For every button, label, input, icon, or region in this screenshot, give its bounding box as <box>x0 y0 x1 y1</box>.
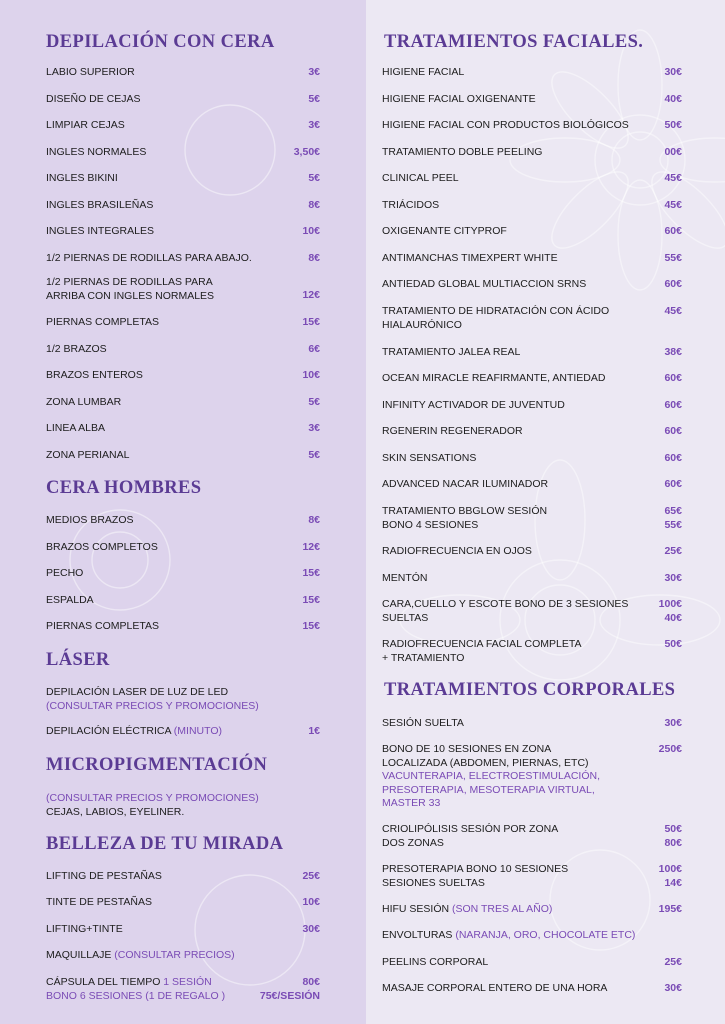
item-price: 8€ <box>308 252 320 264</box>
list-item <box>46 449 320 463</box>
item-label: MEDIOS BRAZOS <box>46 514 134 526</box>
item-price: 5€ <box>308 396 320 408</box>
item-label: TRATAMIENTO DOBLE PEELING <box>382 146 543 158</box>
section-title-belleza: BELLEZA DE TU MIRADA <box>46 834 284 854</box>
item-price: 40€ <box>664 93 682 105</box>
list-item <box>382 66 682 80</box>
item-price: 30€ <box>664 982 682 994</box>
item-price: 80€ <box>302 976 320 988</box>
list-item <box>382 823 682 850</box>
item-price: 6€ <box>308 343 320 355</box>
item-label: LIFTING+TINTE <box>46 923 123 935</box>
list-item <box>46 199 320 213</box>
item-label: HIFU SESIÓN <box>382 903 450 915</box>
item-label: TRIÁCIDOS <box>382 199 440 211</box>
item-note: 1 SESIÓN <box>163 976 212 988</box>
section-title-corporales: TRATAMIENTOS CORPORALES <box>384 680 676 700</box>
item-label: CARA,CUELLO Y ESCOTE BONO DE 3 SESIONES <box>382 598 629 610</box>
item-price: 8€ <box>308 199 320 211</box>
item-price: 60€ <box>664 225 682 237</box>
item-price: 50€ <box>664 119 682 131</box>
item-note: (CONSULTAR PRECIOS Y PROMOCIONES) <box>46 699 259 712</box>
section-title-laser: LÁSER <box>46 650 110 670</box>
item-note-line2: BONO 6 SESIONES (1 DE REGALO ) <box>46 989 226 1002</box>
item-label: 1/2 PIERNAS DE RODILLAS PARA ABAJO. <box>46 252 252 264</box>
item-price: 8€ <box>308 514 320 526</box>
item-price: 3€ <box>308 422 320 434</box>
item-price: 65€ <box>664 505 682 517</box>
item-label: 1/2 PIERNAS DE RODILLAS PARA <box>46 276 213 288</box>
item-label: LIFTING DE PESTAÑAS <box>46 870 162 882</box>
list-item <box>46 620 320 634</box>
item-note-line2: PRESOTERAPIA, MESOTERAPIA VIRTUAL, <box>382 783 595 796</box>
list-item <box>382 929 682 943</box>
list-item <box>46 276 320 303</box>
list-item <box>382 598 682 625</box>
item-note-line3: MASTER 33 <box>382 797 441 809</box>
item-price: 250€ <box>658 743 682 755</box>
item-price: 3€ <box>308 66 320 78</box>
list-item <box>382 399 682 413</box>
item-label: TRATAMIENTO DE HIDRATACIÓN CON ÁCIDO <box>382 305 610 317</box>
list-item <box>46 514 320 528</box>
item-price-line2: 80€ <box>664 836 682 849</box>
list-item <box>46 369 320 383</box>
item-label: SKIN SENSATIONS <box>382 452 477 464</box>
item-label: PEELINS CORPORAL <box>382 956 489 968</box>
item-price: 45€ <box>664 172 682 184</box>
item-price: 12€ <box>302 289 320 301</box>
item-label: SESIÓN SUELTA <box>382 717 464 729</box>
item-price-line2: 55€ <box>664 518 682 531</box>
item-label: PRESOTERAPIA BONO 10 SESIONES <box>382 863 569 875</box>
item-price: 12€ <box>302 541 320 553</box>
item-label: OXIGENANTE CITYPROF <box>382 225 507 237</box>
item-label-line2: BONO 4 SESIONES <box>382 518 479 531</box>
item-price: 60€ <box>664 425 682 437</box>
section-title-micropigmentacion: MICROPIGMENTACIÓN <box>46 755 268 775</box>
item-label: MENTÓN <box>382 572 428 584</box>
item-label: LINEA ALBA <box>46 422 105 434</box>
item-label-line2: HIALAURÓNICO <box>382 318 462 331</box>
list-item <box>46 396 320 410</box>
item-label: ADVANCED NACAR ILUMINADOR <box>382 478 549 490</box>
section-title-faciales: TRATAMIENTOS FACIALES. <box>384 32 644 52</box>
item-price: 60€ <box>664 452 682 464</box>
list-item <box>382 225 682 239</box>
list-item <box>46 252 320 266</box>
item-label: 1/2 BRAZOS <box>46 343 107 355</box>
list-item <box>382 572 682 586</box>
item-label: CLINICAL PEEL <box>382 172 459 184</box>
item-price: 3,50€ <box>293 146 320 158</box>
list-item <box>382 346 682 360</box>
item-price: 60€ <box>664 478 682 490</box>
section-title-depilacion: DEPILACIÓN CON CERA <box>46 32 275 52</box>
list-item <box>46 93 320 107</box>
item-price: 10€ <box>302 225 320 237</box>
item-label: CÁPSULA DEL TIEMPO <box>46 976 161 988</box>
list-item <box>382 146 682 160</box>
item-price: 15€ <box>302 594 320 606</box>
item-label: TRATAMIENTO BBGLOW SESIÓN <box>382 505 548 517</box>
item-price: 25€ <box>664 545 682 557</box>
list-item <box>46 686 320 713</box>
list-item <box>46 792 320 819</box>
list-item <box>382 545 682 559</box>
item-label: ZONA LUMBAR <box>46 396 122 408</box>
item-price: 10€ <box>302 896 320 908</box>
item-label: ANTIMANCHAS TIMEXPERT WHITE <box>382 252 558 264</box>
list-item <box>46 541 320 555</box>
list-item <box>46 949 320 963</box>
item-label: BONO DE 10 SESIONES EN ZONA <box>382 743 552 755</box>
list-item <box>382 172 682 186</box>
item-label: RGENERIN REGENERADOR <box>382 425 523 437</box>
list-item <box>382 863 682 890</box>
item-label: DISEÑO DE CEJAS <box>46 93 141 105</box>
item-price: 100€ <box>658 863 682 875</box>
item-price: 45€ <box>664 305 682 317</box>
item-label: LABIO SUPERIOR <box>46 66 135 78</box>
item-label: CRIOLIPÓLISIS SESIÓN POR ZONA <box>382 823 559 835</box>
list-item <box>382 93 682 107</box>
item-label: HIGIENE FACIAL OXIGENANTE <box>382 93 536 105</box>
item-label-line2: + TRATAMIENTO <box>382 651 465 664</box>
list-item <box>382 119 682 133</box>
item-price: 55€ <box>664 252 682 264</box>
item-label: MAQUILLAJE <box>46 949 112 961</box>
item-label: INGLES INTEGRALES <box>46 225 154 237</box>
list-item <box>46 172 320 186</box>
item-note: (CONSULTAR PRECIOS Y PROMOCIONES) <box>46 792 259 804</box>
list-item <box>382 505 682 532</box>
item-price: 5€ <box>308 172 320 184</box>
item-price: 50€ <box>664 638 682 650</box>
item-label: ANTIEDAD GLOBAL MULTIACCION SRNS <box>382 278 587 290</box>
item-label: RADIOFRECUENCIA EN OJOS <box>382 545 532 557</box>
item-label: TINTE DE PESTAÑAS <box>46 896 152 908</box>
list-item <box>382 717 682 731</box>
list-item <box>46 923 320 937</box>
item-label: INGLES NORMALES <box>46 146 147 158</box>
item-price: 25€ <box>302 870 320 882</box>
item-label: RADIOFRECUENCIA FACIAL COMPLETA <box>382 638 582 650</box>
item-price: 1€ <box>308 725 320 737</box>
item-price: 3€ <box>308 119 320 131</box>
item-label-line2: DOS ZONAS <box>382 836 444 849</box>
list-item <box>382 252 682 266</box>
item-price-line2: 75€/SESIÓN <box>259 989 320 1002</box>
item-price: 5€ <box>308 449 320 461</box>
item-label: CEJAS, LABIOS, EYELINER. <box>46 805 185 818</box>
item-price: 25€ <box>664 956 682 968</box>
item-label: ENVOLTURAS <box>382 929 453 941</box>
item-price: 60€ <box>664 372 682 384</box>
item-label-line2: LOCALIZADA (ABDOMEN, PIERNAS, ETC) <box>382 756 589 769</box>
item-price-line2: 14€ <box>664 876 682 889</box>
list-item <box>382 199 682 213</box>
list-item <box>382 478 682 492</box>
item-price: 38€ <box>664 346 682 358</box>
list-item <box>382 956 682 970</box>
item-price-line2: 40€ <box>664 611 682 624</box>
item-price: 60€ <box>664 399 682 411</box>
item-price: 45€ <box>664 199 682 211</box>
item-label: ZONA PERIANAL <box>46 449 130 461</box>
item-note: (NARANJA, ORO, CHOCOLATE ETC) <box>455 929 636 941</box>
list-item <box>46 146 320 160</box>
item-price: 30€ <box>302 923 320 935</box>
list-item <box>382 278 682 292</box>
list-item <box>382 638 682 665</box>
list-item <box>46 567 320 581</box>
list-item <box>46 594 320 608</box>
list-item <box>382 903 682 917</box>
list-item <box>46 119 320 133</box>
item-price: 50€ <box>664 823 682 835</box>
list-item <box>46 896 320 910</box>
item-price: 30€ <box>664 66 682 78</box>
list-item <box>46 316 320 330</box>
item-label: INFINITY ACTIVADOR DE JUVENTUD <box>382 399 565 411</box>
item-price: 00€ <box>664 146 682 158</box>
list-item <box>46 870 320 884</box>
item-label: HIGIENE FACIAL <box>382 66 465 78</box>
item-note: (MINUTO) <box>173 725 223 737</box>
item-note: VACUNTERAPIA, ELECTROESTIMULACIÓN, <box>382 770 601 782</box>
item-label: PECHO <box>46 567 84 579</box>
item-label: DEPILACIÓN ELÉCTRICA <box>46 725 171 737</box>
list-item <box>382 452 682 466</box>
item-label: PIERNAS COMPLETAS <box>46 316 159 328</box>
list-item <box>46 343 320 357</box>
item-price: 30€ <box>664 572 682 584</box>
item-note: (SON TRES AL AÑO) <box>452 903 553 915</box>
item-label: HIGIENE FACIAL CON PRODUCTOS BIOLÓGICOS <box>382 119 629 131</box>
list-item <box>46 976 320 1003</box>
item-price: 15€ <box>302 567 320 579</box>
item-price: 15€ <box>302 620 320 632</box>
item-label: DEPILACIÓN LASER DE LUZ DE LED <box>46 686 229 698</box>
item-price: 100€ <box>658 598 682 610</box>
item-label: PIERNAS COMPLETAS <box>46 620 159 632</box>
item-label: LIMPIAR CEJAS <box>46 119 125 131</box>
item-label: MASAJE CORPORAL ENTERO DE UNA HORA <box>382 982 608 994</box>
section-title-cera-hombres: CERA HOMBRES <box>46 478 202 498</box>
list-item <box>382 982 682 996</box>
item-price: 10€ <box>302 369 320 381</box>
item-price: 195€ <box>658 903 682 915</box>
list-item <box>382 372 682 386</box>
item-price: 5€ <box>308 93 320 105</box>
list-item <box>382 425 682 439</box>
item-label: INGLES BIKINI <box>46 172 118 184</box>
item-label-line2: SUELTAS <box>382 611 429 624</box>
list-item <box>46 725 320 739</box>
item-label-line2: SESIONES SUELTAS <box>382 876 485 889</box>
list-item <box>382 743 682 811</box>
item-price: 30€ <box>664 717 682 729</box>
item-label: INGLES BRASILEÑAS <box>46 199 154 211</box>
list-item <box>46 66 320 80</box>
list-item <box>382 305 682 332</box>
item-price: 60€ <box>664 278 682 290</box>
list-item <box>46 225 320 239</box>
item-label-line2: ARRIBA CON INGLES NORMALES <box>46 289 215 302</box>
item-label: BRAZOS COMPLETOS <box>46 541 158 553</box>
item-label: BRAZOS ENTEROS <box>46 369 143 381</box>
item-label: ESPALDA <box>46 594 94 606</box>
item-label: TRATAMIENTO JALEA REAL <box>382 346 521 358</box>
item-price: 15€ <box>302 316 320 328</box>
item-label: OCEAN MIRACLE REAFIRMANTE, ANTIEDAD <box>382 372 606 384</box>
list-item <box>46 422 320 436</box>
item-note: (CONSULTAR PRECIOS) <box>114 949 235 961</box>
